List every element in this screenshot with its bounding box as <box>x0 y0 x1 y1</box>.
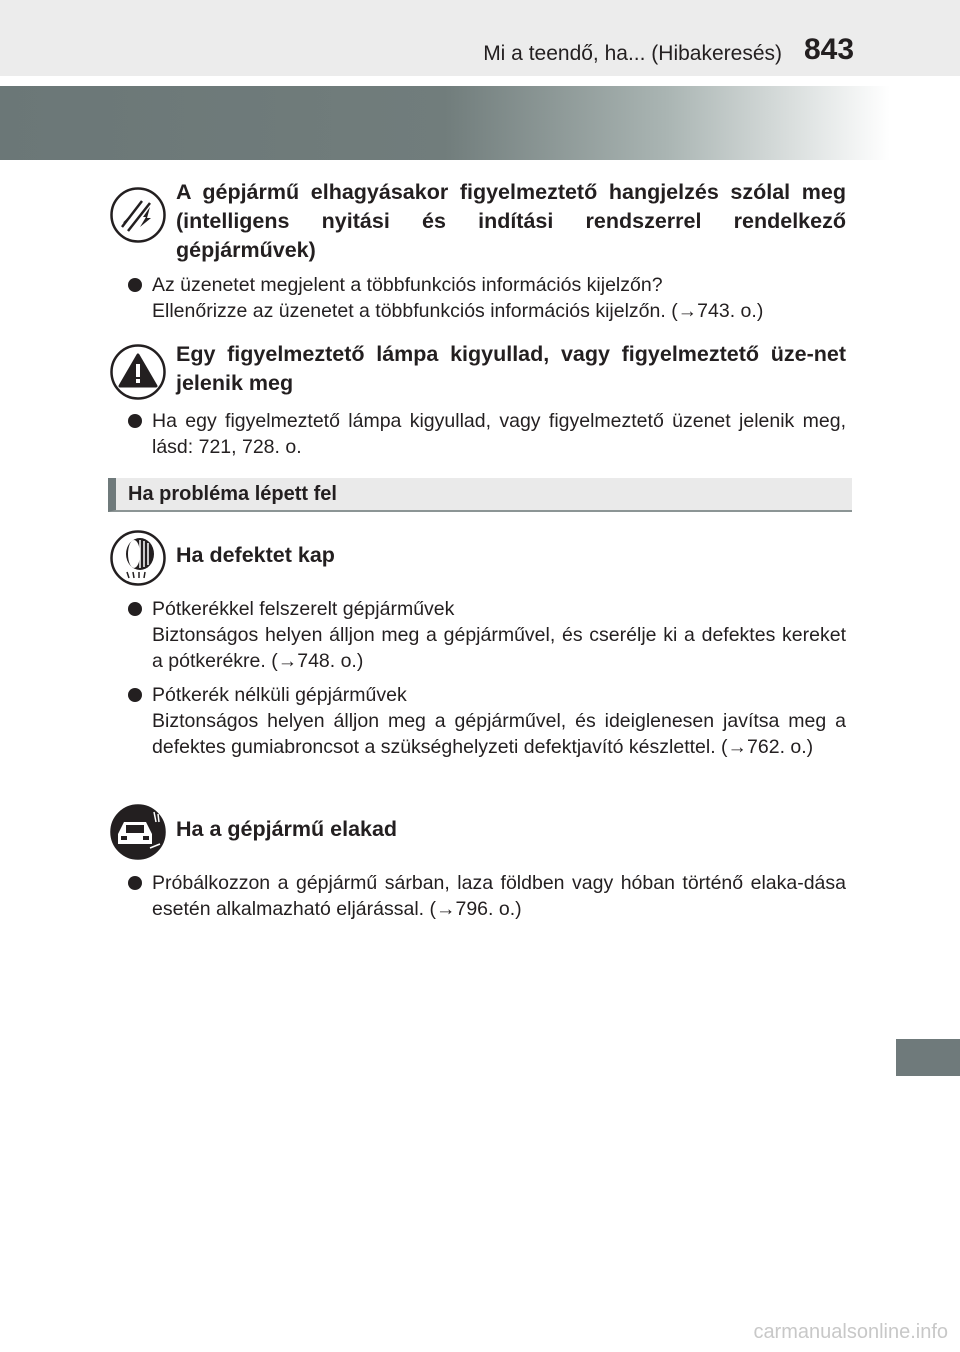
key-alert-icon <box>110 187 166 243</box>
bullet-dot <box>128 688 142 702</box>
bullet-title: Pótkerék nélküli gépjárművek <box>152 684 407 706</box>
chapter-side-tab <box>896 1039 960 1076</box>
bullet-text: Biztonságos helyen álljon meg a gépjárművel, és cserélje ki a defektes kereket a pótkerékre. (→748. o.) <box>152 624 846 672</box>
bullet-dot <box>128 602 142 616</box>
bullet-dot <box>128 414 142 428</box>
bullet-stuck-car <box>128 870 846 922</box>
bullet-question: Az üzenetet megjelent a többfunkciós információs kijelzőn? <box>152 274 663 296</box>
heading-stuck-car: Ha a gépjármű elakad <box>176 817 398 841</box>
bullet-text: Biztonságos helyen álljon meg a gépjárművel, és ideiglenesen javítsa meg a defektes gumiabroncsot a szükséghelyzeti defektjavító készlettel. (→762. o.) <box>152 710 846 758</box>
bullet-key-alert <box>128 272 846 324</box>
heading-flat-tire: Ha defektet kap <box>176 543 335 567</box>
heading-key-alert: A gépjármű elhagyásakor figyelmeztető hangjelzés szólal meg (intelligens nyitási és indítási rendszerrel rendelkező gépjárművek) <box>176 180 846 262</box>
bullet-answer: Ellenőrizze az üzenetet a többfunkciós információs kijelzőn. (→743. o.) <box>152 300 764 322</box>
bullet-spare-tire <box>128 596 846 674</box>
bullet-warning-lamp <box>128 408 846 460</box>
watermark: carmanualsonline.info <box>753 1321 948 1343</box>
section-title: Ha probléma lépett fel <box>128 483 337 505</box>
flat-tire-icon <box>110 530 166 586</box>
header-title: Mi a teendő, ha... (Hibakeresés) <box>483 42 782 65</box>
chapter-banner <box>0 86 890 160</box>
bullet-text: Próbálkozzon a gépjármű sárban, laza földben vagy hóban történő elaka-dása esetén alkalmazható eljárással. (→796. o.) <box>152 872 846 920</box>
heading-warning-lamp: Egy figyelmeztető lámpa kigyullad, vagy figyelmeztető üze-net jelenik meg <box>176 342 846 395</box>
section-bar <box>108 478 852 512</box>
stuck-car-icon <box>110 804 166 860</box>
bullet-no-spare-tire <box>128 682 846 760</box>
warning-triangle-icon <box>110 344 166 400</box>
bullet-title: Pótkerékkel felszerelt gépjárművek <box>152 598 455 620</box>
bullet-dot <box>128 278 142 292</box>
bullet-dot <box>128 876 142 890</box>
page-number: 843 <box>804 33 855 66</box>
bullet-text: Ha egy figyelmeztető lámpa kigyullad, vagy figyelmeztető üzenet jelenik meg, lásd: 721, 728. o. <box>152 410 846 458</box>
